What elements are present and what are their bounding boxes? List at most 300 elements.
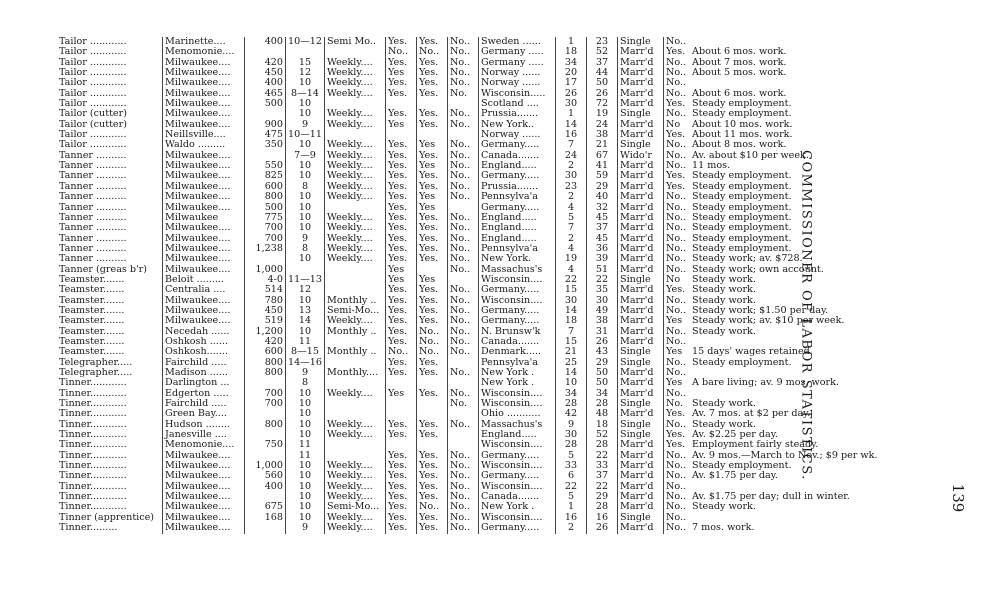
wages-cell: 700 xyxy=(245,223,286,233)
years-cell: 2 xyxy=(556,161,587,171)
answer-cell: Yes. xyxy=(386,296,417,306)
nativity-cell: Germany..... xyxy=(479,316,556,326)
nativity-cell: Wisconsin.... xyxy=(479,275,556,285)
answer-cell: Yes. xyxy=(417,368,448,378)
age-cell: 37 xyxy=(587,223,618,233)
hours-cell: 10 xyxy=(286,192,325,202)
remarks-cell: Av. 9 mos.—March to Nov.; $9 per wk. xyxy=(692,450,878,461)
nativity-cell: New York . xyxy=(479,502,556,512)
table-row xyxy=(57,37,880,47)
nativity-cell: Ohio ........... xyxy=(479,409,556,419)
answer-cell: Yes. xyxy=(386,471,417,481)
answer-cell: Yes. xyxy=(664,285,691,295)
answer-cell: Yes. xyxy=(417,420,448,430)
paid-cell: Weekly.... xyxy=(325,482,386,492)
age-cell: 51 xyxy=(587,265,618,275)
answer-cell: No.. xyxy=(664,502,691,512)
conjugal-cell: Marr'd xyxy=(618,171,664,181)
nativity-cell: England..... xyxy=(479,161,556,171)
answer-cell: Yes. xyxy=(386,234,417,244)
remarks-cell: Steady employment. xyxy=(692,202,792,213)
nativity-cell: Pennsylva'a xyxy=(479,244,556,254)
wages-cell: 400 xyxy=(245,482,286,492)
nativity-cell: Wisconsin.... xyxy=(479,296,556,306)
hours-cell: 8 xyxy=(286,378,325,388)
location-cell: Milwaukee.... xyxy=(163,161,245,171)
wages-cell xyxy=(245,451,286,461)
remarks-cell: Steady employment. xyxy=(692,461,792,472)
nativity-cell: Germany..... xyxy=(479,451,556,461)
table-row xyxy=(57,213,880,223)
age-cell: 38 xyxy=(587,130,618,140)
paid-cell: Monthly .. xyxy=(325,296,386,306)
answer-cell: No.. xyxy=(448,171,479,181)
location-cell: Milwaukee.... xyxy=(163,89,245,99)
nativity-cell: Germany ..... xyxy=(479,58,556,68)
answer-cell: No.. xyxy=(417,47,448,57)
paid-cell: Monthly .. xyxy=(325,347,386,357)
age-cell: 67 xyxy=(587,151,618,161)
occupation-cell: Tanner .......... xyxy=(59,150,127,161)
age-cell: 18 xyxy=(587,420,618,430)
paid-cell xyxy=(325,358,386,368)
conjugal-cell: Marr'd xyxy=(618,461,664,471)
paid-cell: Weekly.... xyxy=(325,492,386,502)
wages-cell: 700 xyxy=(245,399,286,409)
remarks-cell: Steady work. xyxy=(692,502,756,513)
table-row xyxy=(57,502,880,512)
answer-cell: No.. xyxy=(448,482,479,492)
answer-cell: Yes. xyxy=(386,151,417,161)
wages-cell: 825 xyxy=(245,171,286,181)
table-row xyxy=(57,368,880,378)
years-cell: 30 xyxy=(556,171,587,181)
answer-cell: Yes xyxy=(417,161,448,171)
answer-cell: Yes. xyxy=(417,223,448,233)
answer-cell: No.. xyxy=(448,513,479,523)
table-row xyxy=(57,161,880,171)
hours-cell: 10 xyxy=(286,482,325,492)
age-cell: 29 xyxy=(587,358,618,368)
wages-cell: 800 xyxy=(245,192,286,202)
age-cell: 45 xyxy=(587,213,618,223)
age-cell: 50 xyxy=(587,368,618,378)
answer-cell xyxy=(386,99,417,109)
answer-cell: No.. xyxy=(664,192,691,202)
answer-cell: Yes xyxy=(664,347,691,357)
wages-cell: 465 xyxy=(245,89,286,99)
conjugal-cell: Marr'd xyxy=(618,368,664,378)
table-row xyxy=(57,120,880,130)
answer-cell: Yes. xyxy=(386,203,417,213)
years-cell: 9 xyxy=(556,420,587,430)
hours-cell: 7—9 xyxy=(286,151,325,161)
answer-cell: No.. xyxy=(386,347,417,357)
hours-cell xyxy=(286,47,325,57)
years-cell: 22 xyxy=(556,275,587,285)
remarks-cell: Av. about $10 per week. xyxy=(692,150,809,161)
answer-cell: Yes. xyxy=(664,47,691,57)
answer-cell xyxy=(448,275,479,285)
occupation-cell: Tinner............ xyxy=(59,440,127,451)
nativity-cell: Wisconsin.... xyxy=(479,440,556,450)
occupation-cell: Tinner............ xyxy=(59,409,127,420)
answer-cell: Yes. xyxy=(417,306,448,316)
nativity-cell: Massachus's xyxy=(479,265,556,275)
hours-cell: 14—16 xyxy=(286,358,325,368)
age-cell: 29 xyxy=(587,492,618,502)
age-cell: 22 xyxy=(587,451,618,461)
answer-cell: No.. xyxy=(448,316,479,326)
paid-cell: Weekly.... xyxy=(325,244,386,254)
years-cell: 28 xyxy=(556,440,587,450)
conjugal-cell: Single xyxy=(618,37,664,47)
occupation-cell: Tailor (cutter) xyxy=(59,109,127,120)
years-cell: 18 xyxy=(556,47,587,57)
answer-cell: Yes. xyxy=(386,58,417,68)
years-cell: 4 xyxy=(556,244,587,254)
conjugal-cell: Marr'd xyxy=(618,182,664,192)
location-cell: Milwaukee.... xyxy=(163,58,245,68)
answer-cell xyxy=(386,399,417,409)
answer-cell: No.. xyxy=(448,244,479,254)
wages-cell: 514 xyxy=(245,285,286,295)
occupation-cell: Tinner............ xyxy=(59,471,127,482)
occupation-cell: Tanner .......... xyxy=(59,243,127,254)
hours-cell: 10 xyxy=(286,109,325,119)
table-row xyxy=(57,58,880,68)
wages-cell xyxy=(245,523,286,533)
table-row xyxy=(57,223,880,233)
answer-cell xyxy=(417,409,448,419)
answer-cell: No.. xyxy=(664,420,691,430)
age-cell: 72 xyxy=(587,99,618,109)
paid-cell: Weekly.... xyxy=(325,171,386,181)
age-cell: 45 xyxy=(587,234,618,244)
answer-cell: No.. xyxy=(664,151,691,161)
age-cell: 16 xyxy=(587,513,618,523)
answer-cell: No.. xyxy=(664,68,691,78)
remarks-cell: Steady work; $1.50 per day. xyxy=(692,305,829,316)
nativity-cell: Norway ...... xyxy=(479,78,556,88)
answer-cell: No.. xyxy=(448,523,479,533)
remarks-cell: About 11 mos. work. xyxy=(692,130,793,141)
answer-cell: Yes. xyxy=(417,89,448,99)
conjugal-cell: Single xyxy=(618,347,664,357)
location-cell: Marinette.... xyxy=(163,37,245,47)
conjugal-cell: Marr'd xyxy=(618,306,664,316)
answer-cell: Yes. xyxy=(417,254,448,264)
table-row xyxy=(57,109,880,119)
paid-cell xyxy=(325,285,386,295)
remarks-cell: Steady employment. xyxy=(692,181,792,192)
answer-cell: Yes. xyxy=(386,502,417,512)
paid-cell: Monthly .. xyxy=(325,327,386,337)
wages-cell xyxy=(245,151,286,161)
answer-cell: Yes. xyxy=(386,171,417,181)
hours-cell: 8—14 xyxy=(286,89,325,99)
location-cell: Milwaukee.... xyxy=(163,492,245,502)
table-row xyxy=(57,151,880,161)
conjugal-cell: Single xyxy=(618,140,664,150)
nativity-cell: New York . xyxy=(479,378,556,388)
answer-cell: No.. xyxy=(448,234,479,244)
conjugal-cell: Single xyxy=(618,513,664,523)
years-cell: 24 xyxy=(556,151,587,161)
hours-cell: 10 xyxy=(286,78,325,88)
age-cell: 52 xyxy=(587,47,618,57)
paid-cell xyxy=(325,451,386,461)
paid-cell: Weekly.... xyxy=(325,523,386,533)
answer-cell: Yes. xyxy=(417,523,448,533)
remarks-cell: About 5 mos. work. xyxy=(692,68,787,79)
location-cell: Milwaukee xyxy=(163,213,245,223)
years-cell: 30 xyxy=(556,99,587,109)
answer-cell: No.. xyxy=(664,461,691,471)
answer-cell: Yes. xyxy=(417,171,448,181)
years-cell: 15 xyxy=(556,337,587,347)
hours-cell: 10 xyxy=(286,389,325,399)
answer-cell: No.. xyxy=(664,451,691,461)
answer-cell: Yes. xyxy=(386,451,417,461)
years-cell: 5 xyxy=(556,492,587,502)
wages-cell: 1,000 xyxy=(245,265,286,275)
answer-cell: Yes. xyxy=(664,99,691,109)
table-row xyxy=(57,451,880,461)
table-row xyxy=(57,47,880,57)
conjugal-cell: Marr'd xyxy=(618,244,664,254)
paid-cell: Weekly.... xyxy=(325,192,386,202)
hours-cell: 10 xyxy=(286,327,325,337)
hours-cell: 10 xyxy=(286,502,325,512)
conjugal-cell: Single xyxy=(618,430,664,440)
answer-cell: No.. xyxy=(664,58,691,68)
answer-cell: No.. xyxy=(664,265,691,275)
conjugal-cell: Marr'd xyxy=(618,523,664,533)
hours-cell: 10 xyxy=(286,140,325,150)
age-cell: 35 xyxy=(587,285,618,295)
answer-cell: Yes. xyxy=(386,182,417,192)
nativity-cell: England..... xyxy=(479,223,556,233)
nativity-cell: Wisconsin.... xyxy=(479,513,556,523)
paid-cell xyxy=(325,203,386,213)
answer-cell: Yes. xyxy=(386,337,417,347)
conjugal-cell: Marr'd xyxy=(618,502,664,512)
answer-cell: Yes. xyxy=(417,151,448,161)
answer-cell xyxy=(386,409,417,419)
nativity-cell: Germany..... xyxy=(479,285,556,295)
answer-cell: Yes. xyxy=(386,254,417,264)
answer-cell: Yes. xyxy=(386,223,417,233)
wages-cell: 450 xyxy=(245,306,286,316)
table-row xyxy=(57,471,880,481)
answer-cell: No.. xyxy=(448,461,479,471)
paid-cell: Weekly.... xyxy=(325,389,386,399)
answer-cell xyxy=(417,378,448,388)
answer-cell xyxy=(386,440,417,450)
location-cell: Milwaukee.... xyxy=(163,513,245,523)
occupation-cell: Tailor ............ xyxy=(59,47,127,58)
answer-cell: No.. xyxy=(448,296,479,306)
wages-cell: 168 xyxy=(245,513,286,523)
paid-cell: Semi Mo.. xyxy=(325,37,386,47)
answer-cell: Yes. xyxy=(664,409,691,419)
answer-cell: Yes. xyxy=(417,68,448,78)
occupation-cell: Tinner............ xyxy=(59,492,127,503)
conjugal-cell: Marr'd xyxy=(618,409,664,419)
conjugal-cell: Marr'd xyxy=(618,451,664,461)
wages-cell xyxy=(245,254,286,264)
table-row xyxy=(57,265,880,275)
location-cell: Milwaukee.... xyxy=(163,68,245,78)
table-row xyxy=(57,285,880,295)
remarks-cell: Steady work. xyxy=(692,419,756,430)
occupation-cell: Tanner .......... xyxy=(59,171,127,182)
remarks-cell: Steady employment. xyxy=(692,223,792,234)
conjugal-cell: Marr'd xyxy=(618,78,664,88)
hours-cell: 10 xyxy=(286,492,325,502)
nativity-cell: New York.. xyxy=(479,120,556,130)
occupation-cell: Tanner .......... xyxy=(59,181,127,192)
remarks-cell xyxy=(690,482,880,492)
conjugal-cell: Marr'd xyxy=(618,492,664,502)
answer-cell: Yes. xyxy=(386,513,417,523)
answer-cell: Yes xyxy=(386,265,417,275)
wages-cell xyxy=(245,47,286,57)
occupation-cell: Tinner............ xyxy=(59,378,127,389)
paid-cell xyxy=(325,47,386,57)
location-cell: Milwaukee.... xyxy=(163,451,245,461)
table-row xyxy=(57,140,880,150)
answer-cell: Yes. xyxy=(417,316,448,326)
wages-cell: 800 xyxy=(245,368,286,378)
conjugal-cell: Single xyxy=(618,420,664,430)
wages-cell: 800 xyxy=(245,420,286,430)
table-row xyxy=(57,337,880,347)
table-row xyxy=(57,171,880,181)
years-cell: 5 xyxy=(556,451,587,461)
table-row xyxy=(57,182,880,192)
location-cell: Milwaukee.... xyxy=(163,120,245,130)
answer-cell: Yes xyxy=(664,378,691,388)
remarks-cell: Av. 7 mos. at $2 per day. xyxy=(692,409,811,420)
wages-cell: 700 xyxy=(245,389,286,399)
hours-cell: 15 xyxy=(286,58,325,68)
occupation-cell: Tinner......... xyxy=(59,523,118,534)
answer-cell: No.. xyxy=(664,109,691,119)
age-cell: 26 xyxy=(587,523,618,533)
answer-cell: No.. xyxy=(448,140,479,150)
paid-cell: Monthly.... xyxy=(325,368,386,378)
wages-cell: 900 xyxy=(245,120,286,130)
answer-cell: No.. xyxy=(664,213,691,223)
years-cell: 10 xyxy=(556,378,587,388)
answer-cell: No.. xyxy=(448,47,479,57)
wages-cell: 1,200 xyxy=(245,327,286,337)
hours-cell: 10—12 xyxy=(286,37,325,47)
age-cell: 52 xyxy=(587,430,618,440)
table-row xyxy=(57,130,880,140)
age-cell: 44 xyxy=(587,68,618,78)
years-cell: 14 xyxy=(556,306,587,316)
age-cell: 28 xyxy=(587,440,618,450)
nativity-cell: Norway ...... xyxy=(479,68,556,78)
conjugal-cell: Marr'd xyxy=(618,161,664,171)
occupation-cell: Tanner .......... xyxy=(59,202,127,213)
answer-cell: No.. xyxy=(448,265,479,275)
location-cell: Neillsville.... xyxy=(163,130,245,140)
answer-cell: No.. xyxy=(448,471,479,481)
remarks-cell: About 7 mos. work. xyxy=(692,57,787,68)
age-cell: 49 xyxy=(587,306,618,316)
answer-cell: Yes. xyxy=(386,461,417,471)
remarks-cell: About 6 mos. work. xyxy=(692,88,787,99)
nativity-cell: Canada....... xyxy=(479,492,556,502)
years-cell: 18 xyxy=(556,316,587,326)
answer-cell: No.. xyxy=(448,58,479,68)
conjugal-cell: Marr'd xyxy=(618,316,664,326)
table-row xyxy=(57,513,880,523)
wages-cell xyxy=(245,109,286,119)
running-head: COMMISSIONER OF LABOR STATISTICS. xyxy=(798,150,814,481)
wages-cell: 675 xyxy=(245,502,286,512)
conjugal-cell: Marr'd xyxy=(618,213,664,223)
age-cell: 19 xyxy=(587,109,618,119)
paid-cell: Weekly.... xyxy=(325,161,386,171)
years-cell: 16 xyxy=(556,513,587,523)
years-cell: 1 xyxy=(556,37,587,47)
answer-cell: No xyxy=(664,275,691,285)
table-row xyxy=(57,275,880,285)
occupation-cell: Teamster....... xyxy=(59,326,125,337)
answer-cell: No.. xyxy=(417,502,448,512)
age-cell: 26 xyxy=(587,89,618,99)
years-cell: 33 xyxy=(556,461,587,471)
answer-cell: No.. xyxy=(448,109,479,119)
location-cell: Madison ...... xyxy=(163,368,245,378)
answer-cell: No.. xyxy=(417,337,448,347)
paid-cell xyxy=(325,378,386,388)
occupation-cell: Tanner .......... xyxy=(59,192,127,203)
occupation-cell: Teamster....... xyxy=(59,285,125,296)
hours-cell: 9 xyxy=(286,120,325,130)
years-cell: 22 xyxy=(556,482,587,492)
answer-cell xyxy=(448,409,479,419)
wage-statistics-table xyxy=(57,37,880,534)
answer-cell: Yes. xyxy=(417,492,448,502)
paid-cell xyxy=(325,275,386,285)
wages-cell: 1,000 xyxy=(245,461,286,471)
nativity-cell: Wisconsin.... xyxy=(479,399,556,409)
occupation-cell: Teamster....... xyxy=(59,295,125,306)
answer-cell: Yes. xyxy=(386,161,417,171)
answer-cell: Yes. xyxy=(386,37,417,47)
occupation-cell: Tanner .......... xyxy=(59,161,127,172)
table-row xyxy=(57,430,880,440)
paid-cell: Weekly.... xyxy=(325,151,386,161)
wages-cell: 420 xyxy=(245,58,286,68)
location-cell: Milwaukee.... xyxy=(163,316,245,326)
remarks-cell: Steady employment. xyxy=(692,233,792,244)
table-body xyxy=(57,37,880,534)
table-row xyxy=(57,244,880,254)
nativity-cell: Canada....... xyxy=(479,337,556,347)
answer-cell: Yes. xyxy=(417,430,448,440)
nativity-cell: England..... xyxy=(479,430,556,440)
age-cell: 59 xyxy=(587,171,618,181)
answer-cell: Yes. xyxy=(417,234,448,244)
conjugal-cell: Marr'd xyxy=(618,389,664,399)
